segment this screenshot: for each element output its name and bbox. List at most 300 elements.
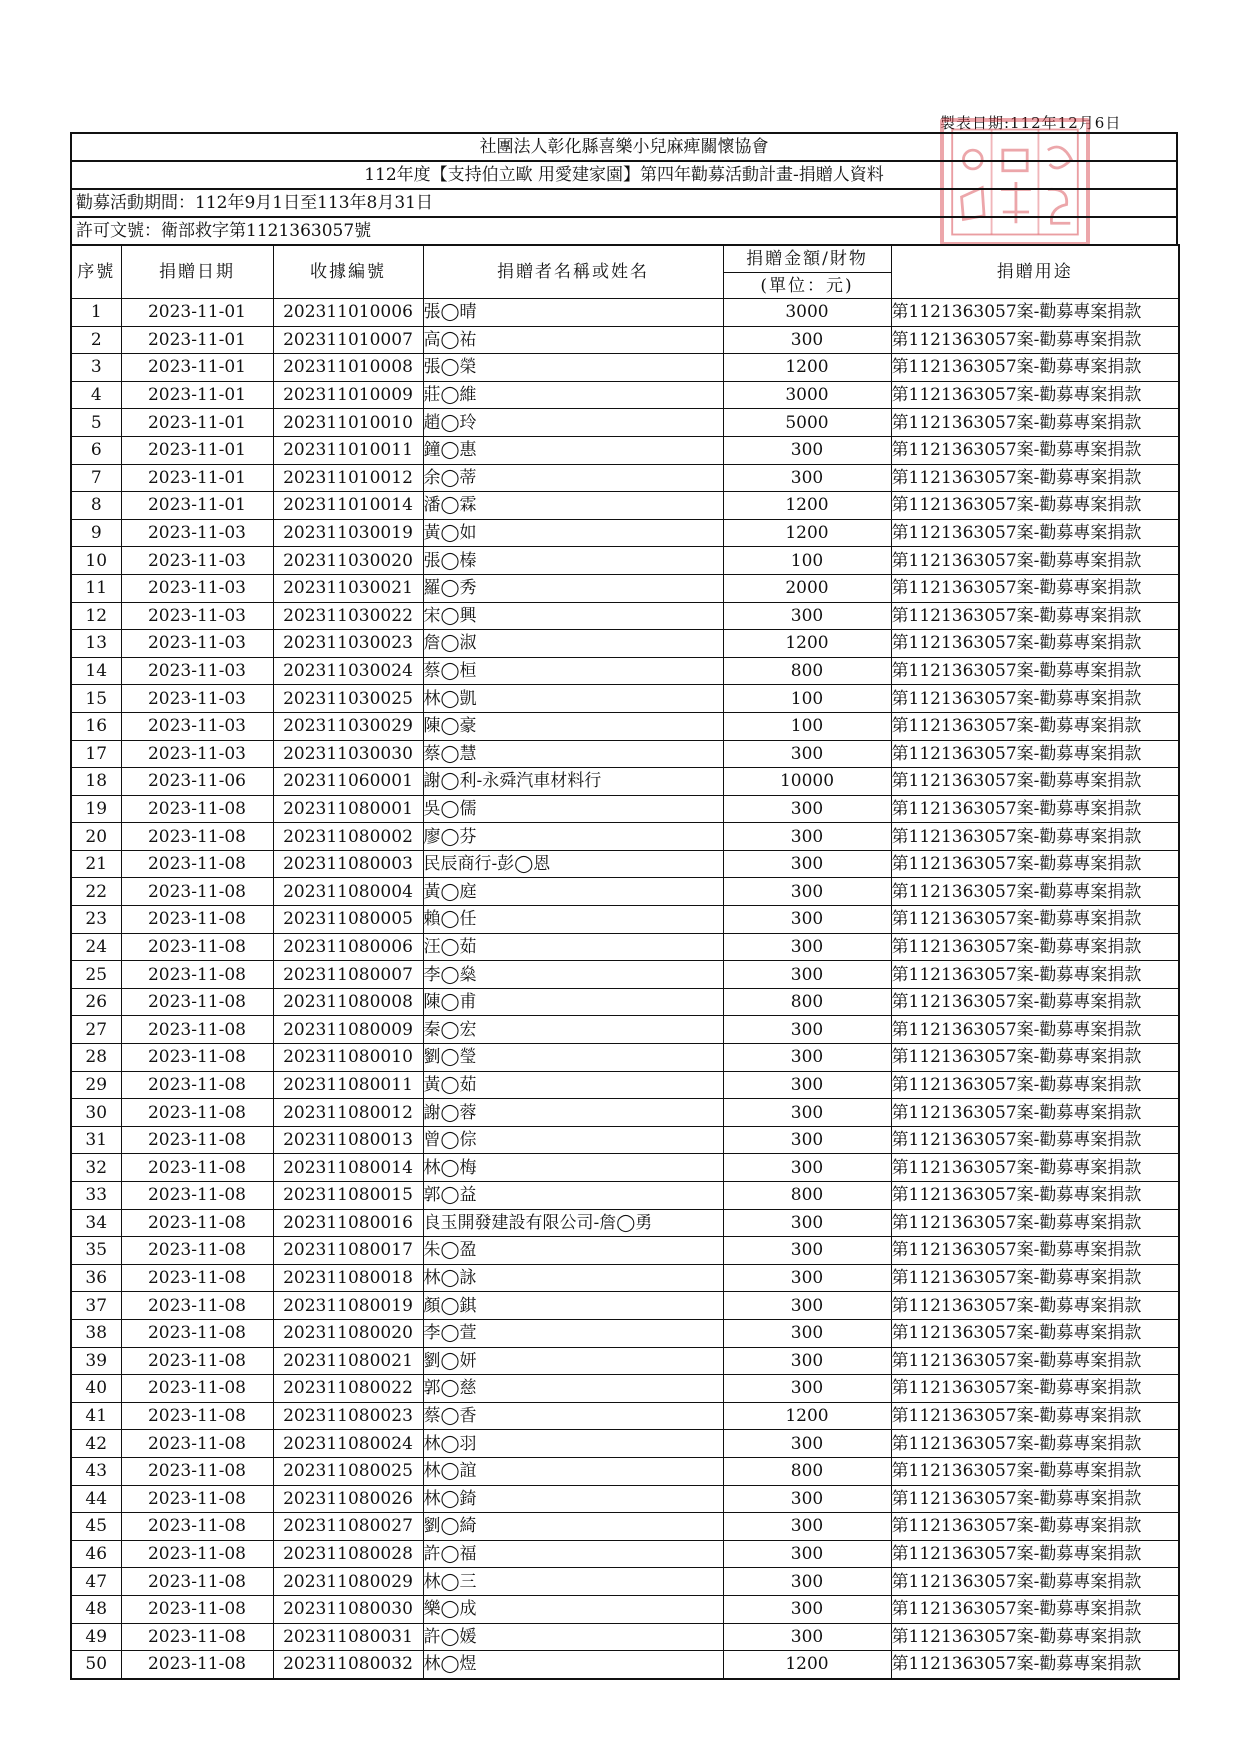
cell-date: 2023-11-03 bbox=[121, 630, 273, 658]
cell-amount: 300 bbox=[723, 1071, 891, 1099]
cell-donor: 民辰商行-彭◯恩 bbox=[423, 850, 723, 878]
cell-receipt: 202311080020 bbox=[273, 1319, 423, 1347]
cell-donor: 黃◯如 bbox=[423, 519, 723, 547]
cell-date: 2023-11-08 bbox=[121, 1375, 273, 1403]
cell-no: 31 bbox=[71, 1126, 121, 1154]
cell-purpose: 第1121363057案-勸募專案捐款 bbox=[891, 1595, 1179, 1623]
cell-date: 2023-11-08 bbox=[121, 1595, 273, 1623]
cell-purpose: 第1121363057案-勸募專案捐款 bbox=[891, 1071, 1179, 1099]
cell-donor: 張◯晴 bbox=[423, 299, 723, 327]
cell-amount: 300 bbox=[723, 850, 891, 878]
cell-receipt: 202311080024 bbox=[273, 1430, 423, 1458]
cell-amount: 1200 bbox=[723, 519, 891, 547]
cell-date: 2023-11-06 bbox=[121, 768, 273, 796]
cell-donor: 許◯福 bbox=[423, 1540, 723, 1568]
table-row bbox=[71, 850, 1179, 878]
cell-purpose: 第1121363057案-勸募專案捐款 bbox=[891, 326, 1179, 354]
cell-donor: 林◯錡 bbox=[423, 1485, 723, 1513]
table-row bbox=[71, 1237, 1179, 1265]
cell-receipt: 202311080026 bbox=[273, 1485, 423, 1513]
cell-date: 2023-11-08 bbox=[121, 1154, 273, 1182]
cell-receipt: 202311080022 bbox=[273, 1375, 423, 1403]
cell-no: 14 bbox=[71, 657, 121, 685]
cell-no: 23 bbox=[71, 906, 121, 934]
cell-receipt: 202311030022 bbox=[273, 602, 423, 630]
table-row bbox=[71, 933, 1179, 961]
table-row bbox=[71, 326, 1179, 354]
cell-receipt: 202311080006 bbox=[273, 933, 423, 961]
cell-donor: 蔡◯香 bbox=[423, 1402, 723, 1430]
cell-purpose: 第1121363057案-勸募專案捐款 bbox=[891, 685, 1179, 713]
cell-donor: 潘◯霖 bbox=[423, 492, 723, 520]
cell-donor: 朱◯盈 bbox=[423, 1237, 723, 1265]
cell-amount: 1200 bbox=[723, 1651, 891, 1679]
col-header-amount-line2: (單位：元) bbox=[760, 276, 854, 296]
cell-receipt: 202311030030 bbox=[273, 740, 423, 768]
cell-donor: 陳◯豪 bbox=[423, 712, 723, 740]
cell-no: 30 bbox=[71, 1099, 121, 1127]
cell-purpose: 第1121363057案-勸募專案捐款 bbox=[891, 1044, 1179, 1072]
cell-no: 33 bbox=[71, 1182, 121, 1210]
table-row bbox=[71, 823, 1179, 851]
cell-date: 2023-11-01 bbox=[121, 492, 273, 520]
cell-no: 24 bbox=[71, 933, 121, 961]
table-row bbox=[71, 1375, 1179, 1403]
table-row bbox=[71, 630, 1179, 658]
cell-amount: 300 bbox=[723, 1154, 891, 1182]
cell-donor: 鐘◯惠 bbox=[423, 436, 723, 464]
cell-receipt: 202311080027 bbox=[273, 1513, 423, 1541]
cell-no: 9 bbox=[71, 519, 121, 547]
cell-no: 7 bbox=[71, 464, 121, 492]
cell-no: 32 bbox=[71, 1154, 121, 1182]
col-header-donor: 捐贈者名稱或姓名 bbox=[423, 245, 723, 299]
table-row bbox=[71, 1595, 1179, 1623]
cell-purpose: 第1121363057案-勸募專案捐款 bbox=[891, 933, 1179, 961]
cell-amount: 300 bbox=[723, 1513, 891, 1541]
donor-table bbox=[70, 244, 1180, 1680]
cell-receipt: 202311030029 bbox=[273, 712, 423, 740]
cell-date: 2023-11-08 bbox=[121, 1513, 273, 1541]
cell-receipt: 202311080008 bbox=[273, 988, 423, 1016]
cell-amount: 300 bbox=[723, 906, 891, 934]
cell-donor: 林◯三 bbox=[423, 1568, 723, 1596]
made-date: 製表日期:112年12月6日 bbox=[940, 114, 1122, 132]
cell-amount: 1200 bbox=[723, 492, 891, 520]
cell-date: 2023-11-01 bbox=[121, 381, 273, 409]
cell-amount: 100 bbox=[723, 685, 891, 713]
cell-amount: 3000 bbox=[723, 299, 891, 327]
cell-no: 10 bbox=[71, 547, 121, 575]
cell-amount: 300 bbox=[723, 1319, 891, 1347]
cell-date: 2023-11-08 bbox=[121, 1623, 273, 1651]
table-row bbox=[71, 1209, 1179, 1237]
cell-date: 2023-11-08 bbox=[121, 1126, 273, 1154]
cell-purpose: 第1121363057案-勸募專案捐款 bbox=[891, 602, 1179, 630]
cell-purpose: 第1121363057案-勸募專案捐款 bbox=[891, 1126, 1179, 1154]
cell-donor: 許◯媛 bbox=[423, 1623, 723, 1651]
cell-amount: 300 bbox=[723, 740, 891, 768]
cell-date: 2023-11-08 bbox=[121, 795, 273, 823]
cell-receipt: 202311080030 bbox=[273, 1595, 423, 1623]
col-header-receipt: 收據編號 bbox=[273, 245, 423, 299]
cell-date: 2023-11-01 bbox=[121, 354, 273, 382]
cell-donor: 郭◯慈 bbox=[423, 1375, 723, 1403]
cell-donor: 宋◯興 bbox=[423, 602, 723, 630]
cell-purpose: 第1121363057案-勸募專案捐款 bbox=[891, 1154, 1179, 1182]
cell-amount: 800 bbox=[723, 1457, 891, 1485]
cell-receipt: 202311030024 bbox=[273, 657, 423, 685]
cell-purpose: 第1121363057案-勸募專案捐款 bbox=[891, 740, 1179, 768]
cell-date: 2023-11-08 bbox=[121, 906, 273, 934]
table-row bbox=[71, 906, 1179, 934]
cell-receipt: 202311010010 bbox=[273, 409, 423, 437]
table-row bbox=[71, 685, 1179, 713]
cell-no: 50 bbox=[71, 1651, 121, 1679]
cell-date: 2023-11-03 bbox=[121, 519, 273, 547]
table-row bbox=[71, 961, 1179, 989]
cell-amount: 300 bbox=[723, 1099, 891, 1127]
cell-receipt: 202311080009 bbox=[273, 1016, 423, 1044]
cell-purpose: 第1121363057案-勸募專案捐款 bbox=[891, 878, 1179, 906]
cell-no: 36 bbox=[71, 1264, 121, 1292]
table-row bbox=[71, 1568, 1179, 1596]
table-row bbox=[71, 574, 1179, 602]
cell-date: 2023-11-03 bbox=[121, 712, 273, 740]
cell-date: 2023-11-08 bbox=[121, 1264, 273, 1292]
cell-amount: 300 bbox=[723, 1347, 891, 1375]
table-row bbox=[71, 1457, 1179, 1485]
cell-no: 28 bbox=[71, 1044, 121, 1072]
cell-date: 2023-11-03 bbox=[121, 547, 273, 575]
cell-purpose: 第1121363057案-勸募專案捐款 bbox=[891, 1182, 1179, 1210]
cell-date: 2023-11-08 bbox=[121, 1402, 273, 1430]
cell-purpose: 第1121363057案-勸募專案捐款 bbox=[891, 1568, 1179, 1596]
cell-date: 2023-11-01 bbox=[121, 436, 273, 464]
table-row bbox=[71, 464, 1179, 492]
table-row bbox=[71, 1044, 1179, 1072]
cell-purpose: 第1121363057案-勸募專案捐款 bbox=[891, 409, 1179, 437]
cell-no: 47 bbox=[71, 1568, 121, 1596]
cell-receipt: 202311080001 bbox=[273, 795, 423, 823]
cell-amount: 300 bbox=[723, 1485, 891, 1513]
cell-date: 2023-11-08 bbox=[121, 1540, 273, 1568]
cell-no: 17 bbox=[71, 740, 121, 768]
cell-receipt: 202311080004 bbox=[273, 878, 423, 906]
cell-purpose: 第1121363057案-勸募專案捐款 bbox=[891, 795, 1179, 823]
permit-number: 許可文號：衛部救字第1121363057號 bbox=[70, 216, 1178, 244]
cell-receipt: 202311080015 bbox=[273, 1182, 423, 1210]
cell-amount: 800 bbox=[723, 1182, 891, 1210]
cell-date: 2023-11-08 bbox=[121, 1292, 273, 1320]
cell-donor: 林◯梅 bbox=[423, 1154, 723, 1182]
cell-amount: 300 bbox=[723, 1264, 891, 1292]
cell-amount: 800 bbox=[723, 657, 891, 685]
cell-date: 2023-11-01 bbox=[121, 299, 273, 327]
col-header-amount bbox=[723, 245, 891, 299]
cell-donor: 張◯榛 bbox=[423, 547, 723, 575]
cell-receipt: 202311080016 bbox=[273, 1209, 423, 1237]
table-row bbox=[71, 1182, 1179, 1210]
cell-purpose: 第1121363057案-勸募專案捐款 bbox=[891, 906, 1179, 934]
col-header-date: 捐贈日期 bbox=[121, 245, 273, 299]
cell-purpose: 第1121363057案-勸募專案捐款 bbox=[891, 1099, 1179, 1127]
cell-receipt: 202311030021 bbox=[273, 574, 423, 602]
table-row bbox=[71, 795, 1179, 823]
cell-date: 2023-11-08 bbox=[121, 1071, 273, 1099]
cell-amount: 1200 bbox=[723, 1402, 891, 1430]
cell-amount: 300 bbox=[723, 1595, 891, 1623]
cell-no: 16 bbox=[71, 712, 121, 740]
cell-date: 2023-11-01 bbox=[121, 464, 273, 492]
cell-purpose: 第1121363057案-勸募專案捐款 bbox=[891, 1457, 1179, 1485]
table-row bbox=[71, 1071, 1179, 1099]
cell-purpose: 第1121363057案-勸募專案捐款 bbox=[891, 1016, 1179, 1044]
cell-donor: 趙◯玲 bbox=[423, 409, 723, 437]
cell-donor: 吳◯儒 bbox=[423, 795, 723, 823]
fundraising-period: 勸募活動期間：112年9月1日至113年8月31日 bbox=[70, 188, 1178, 216]
cell-date: 2023-11-08 bbox=[121, 933, 273, 961]
cell-donor: 良玉開發建設有限公司-詹◯勇 bbox=[423, 1209, 723, 1237]
table-row bbox=[71, 657, 1179, 685]
cell-receipt: 202311010014 bbox=[273, 492, 423, 520]
cell-purpose: 第1121363057案-勸募專案捐款 bbox=[891, 768, 1179, 796]
cell-no: 18 bbox=[71, 768, 121, 796]
table-row bbox=[71, 547, 1179, 575]
cell-amount: 300 bbox=[723, 1375, 891, 1403]
table-row bbox=[71, 602, 1179, 630]
cell-date: 2023-11-01 bbox=[121, 326, 273, 354]
cell-date: 2023-11-08 bbox=[121, 1182, 273, 1210]
table-row bbox=[71, 519, 1179, 547]
cell-donor: 蔡◯慧 bbox=[423, 740, 723, 768]
cell-no: 21 bbox=[71, 850, 121, 878]
table-row bbox=[71, 1099, 1179, 1127]
cell-date: 2023-11-08 bbox=[121, 878, 273, 906]
cell-no: 12 bbox=[71, 602, 121, 630]
table-row bbox=[71, 878, 1179, 906]
cell-amount: 300 bbox=[723, 1237, 891, 1265]
cell-date: 2023-11-03 bbox=[121, 685, 273, 713]
cell-date: 2023-11-08 bbox=[121, 1430, 273, 1458]
cell-receipt: 202311080031 bbox=[273, 1623, 423, 1651]
cell-date: 2023-11-08 bbox=[121, 961, 273, 989]
table-row bbox=[71, 1154, 1179, 1182]
col-header-amount-line1: 捐贈金額/財物 bbox=[724, 246, 891, 273]
cell-receipt: 202311010008 bbox=[273, 354, 423, 382]
cell-date: 2023-11-08 bbox=[121, 1099, 273, 1127]
cell-date: 2023-11-08 bbox=[121, 1044, 273, 1072]
cell-amount: 300 bbox=[723, 1540, 891, 1568]
cell-donor: 林◯誼 bbox=[423, 1457, 723, 1485]
cell-donor: 劉◯瑩 bbox=[423, 1044, 723, 1072]
cell-amount: 1200 bbox=[723, 354, 891, 382]
cell-donor: 羅◯秀 bbox=[423, 574, 723, 602]
table-row bbox=[71, 1513, 1179, 1541]
cell-donor: 廖◯芬 bbox=[423, 823, 723, 851]
cell-donor: 蔡◯桓 bbox=[423, 657, 723, 685]
cell-no: 48 bbox=[71, 1595, 121, 1623]
cell-no: 8 bbox=[71, 492, 121, 520]
cell-donor: 郭◯益 bbox=[423, 1182, 723, 1210]
cell-no: 27 bbox=[71, 1016, 121, 1044]
table-row bbox=[71, 1430, 1179, 1458]
cell-date: 2023-11-08 bbox=[121, 1209, 273, 1237]
cell-receipt: 202311080007 bbox=[273, 961, 423, 989]
cell-donor: 劉◯綺 bbox=[423, 1513, 723, 1541]
donor-report bbox=[70, 132, 1178, 1680]
table-row bbox=[71, 1319, 1179, 1347]
cell-amount: 300 bbox=[723, 326, 891, 354]
cell-no: 44 bbox=[71, 1485, 121, 1513]
cell-receipt: 202311030019 bbox=[273, 519, 423, 547]
cell-purpose: 第1121363057案-勸募專案捐款 bbox=[891, 1264, 1179, 1292]
cell-amount: 300 bbox=[723, 1044, 891, 1072]
cell-donor: 劉◯妍 bbox=[423, 1347, 723, 1375]
cell-no: 2 bbox=[71, 326, 121, 354]
cell-purpose: 第1121363057案-勸募專案捐款 bbox=[891, 823, 1179, 851]
cell-amount: 300 bbox=[723, 436, 891, 464]
cell-purpose: 第1121363057案-勸募專案捐款 bbox=[891, 1430, 1179, 1458]
cell-no: 49 bbox=[71, 1623, 121, 1651]
cell-purpose: 第1121363057案-勸募專案捐款 bbox=[891, 1513, 1179, 1541]
table-row bbox=[71, 768, 1179, 796]
cell-date: 2023-11-08 bbox=[121, 988, 273, 1016]
table-row bbox=[71, 1016, 1179, 1044]
cell-no: 34 bbox=[71, 1209, 121, 1237]
cell-date: 2023-11-01 bbox=[121, 409, 273, 437]
table-row bbox=[71, 1623, 1179, 1651]
cell-receipt: 202311010007 bbox=[273, 326, 423, 354]
cell-receipt: 202311080003 bbox=[273, 850, 423, 878]
cell-date: 2023-11-03 bbox=[121, 740, 273, 768]
cell-purpose: 第1121363057案-勸募專案捐款 bbox=[891, 1237, 1179, 1265]
cell-no: 11 bbox=[71, 574, 121, 602]
cell-receipt: 202311080012 bbox=[273, 1099, 423, 1127]
cell-receipt: 202311080011 bbox=[273, 1071, 423, 1099]
cell-amount: 300 bbox=[723, 1623, 891, 1651]
cell-amount: 800 bbox=[723, 988, 891, 1016]
table-row bbox=[71, 1347, 1179, 1375]
cell-donor: 余◯蒂 bbox=[423, 464, 723, 492]
cell-donor: 謝◯蓉 bbox=[423, 1099, 723, 1127]
cell-date: 2023-11-08 bbox=[121, 823, 273, 851]
cell-date: 2023-11-08 bbox=[121, 850, 273, 878]
cell-no: 20 bbox=[71, 823, 121, 851]
cell-receipt: 202311060001 bbox=[273, 768, 423, 796]
cell-donor: 秦◯宏 bbox=[423, 1016, 723, 1044]
cell-purpose: 第1121363057案-勸募專案捐款 bbox=[891, 1402, 1179, 1430]
cell-purpose: 第1121363057案-勸募專案捐款 bbox=[891, 961, 1179, 989]
table-row bbox=[71, 1264, 1179, 1292]
cell-receipt: 202311080010 bbox=[273, 1044, 423, 1072]
cell-no: 5 bbox=[71, 409, 121, 437]
cell-donor: 汪◯茹 bbox=[423, 933, 723, 961]
table-row bbox=[71, 1402, 1179, 1430]
cell-purpose: 第1121363057案-勸募專案捐款 bbox=[891, 299, 1179, 327]
cell-purpose: 第1121363057案-勸募專案捐款 bbox=[891, 547, 1179, 575]
cell-no: 42 bbox=[71, 1430, 121, 1458]
cell-date: 2023-11-03 bbox=[121, 574, 273, 602]
cell-amount: 300 bbox=[723, 1430, 891, 1458]
cell-no: 45 bbox=[71, 1513, 121, 1541]
table-row bbox=[71, 409, 1179, 437]
cell-receipt: 202311080018 bbox=[273, 1264, 423, 1292]
cell-purpose: 第1121363057案-勸募專案捐款 bbox=[891, 657, 1179, 685]
col-header-no: 序號 bbox=[71, 245, 121, 299]
cell-no: 1 bbox=[71, 299, 121, 327]
cell-no: 4 bbox=[71, 381, 121, 409]
cell-no: 39 bbox=[71, 1347, 121, 1375]
table-row bbox=[71, 354, 1179, 382]
cell-date: 2023-11-03 bbox=[121, 602, 273, 630]
cell-no: 19 bbox=[71, 795, 121, 823]
cell-no: 25 bbox=[71, 961, 121, 989]
cell-receipt: 202311080013 bbox=[273, 1126, 423, 1154]
table-header-row bbox=[71, 245, 1179, 299]
cell-donor: 莊◯維 bbox=[423, 381, 723, 409]
cell-purpose: 第1121363057案-勸募專案捐款 bbox=[891, 436, 1179, 464]
col-header-purpose: 捐贈用途 bbox=[891, 245, 1179, 299]
cell-no: 6 bbox=[71, 436, 121, 464]
cell-amount: 100 bbox=[723, 547, 891, 575]
cell-no: 40 bbox=[71, 1375, 121, 1403]
table-row bbox=[71, 299, 1179, 327]
cell-purpose: 第1121363057案-勸募專案捐款 bbox=[891, 464, 1179, 492]
cell-receipt: 202311080025 bbox=[273, 1457, 423, 1485]
cell-donor: 顏◯錤 bbox=[423, 1292, 723, 1320]
cell-receipt: 202311010012 bbox=[273, 464, 423, 492]
cell-donor: 賴◯任 bbox=[423, 906, 723, 934]
cell-donor: 林◯煜 bbox=[423, 1651, 723, 1679]
cell-receipt: 202311080002 bbox=[273, 823, 423, 851]
cell-no: 13 bbox=[71, 630, 121, 658]
cell-purpose: 第1121363057案-勸募專案捐款 bbox=[891, 988, 1179, 1016]
cell-receipt: 202311080017 bbox=[273, 1237, 423, 1265]
cell-purpose: 第1121363057案-勸募專案捐款 bbox=[891, 1651, 1179, 1679]
cell-amount: 300 bbox=[723, 1126, 891, 1154]
cell-no: 43 bbox=[71, 1457, 121, 1485]
cell-donor: 詹◯淑 bbox=[423, 630, 723, 658]
cell-amount: 300 bbox=[723, 878, 891, 906]
cell-amount: 300 bbox=[723, 1209, 891, 1237]
cell-no: 41 bbox=[71, 1402, 121, 1430]
cell-receipt: 202311080019 bbox=[273, 1292, 423, 1320]
cell-amount: 5000 bbox=[723, 409, 891, 437]
cell-purpose: 第1121363057案-勸募專案捐款 bbox=[891, 1623, 1179, 1651]
cell-receipt: 202311080023 bbox=[273, 1402, 423, 1430]
table-row bbox=[71, 740, 1179, 768]
cell-date: 2023-11-08 bbox=[121, 1016, 273, 1044]
cell-purpose: 第1121363057案-勸募專案捐款 bbox=[891, 354, 1179, 382]
cell-purpose: 第1121363057案-勸募專案捐款 bbox=[891, 1319, 1179, 1347]
cell-amount: 300 bbox=[723, 961, 891, 989]
cell-donor: 黃◯茹 bbox=[423, 1071, 723, 1099]
cell-purpose: 第1121363057案-勸募專案捐款 bbox=[891, 574, 1179, 602]
table-row bbox=[71, 1540, 1179, 1568]
cell-date: 2023-11-08 bbox=[121, 1237, 273, 1265]
cell-amount: 300 bbox=[723, 1568, 891, 1596]
plan-title: 112年度【支持伯立歐 用愛建家園】第四年勸募活動計畫-捐贈人資料 bbox=[70, 160, 1178, 188]
cell-donor: 張◯榮 bbox=[423, 354, 723, 382]
cell-purpose: 第1121363057案-勸募專案捐款 bbox=[891, 850, 1179, 878]
cell-date: 2023-11-08 bbox=[121, 1485, 273, 1513]
cell-donor: 李◯萱 bbox=[423, 1319, 723, 1347]
cell-receipt: 202311080005 bbox=[273, 906, 423, 934]
cell-date: 2023-11-08 bbox=[121, 1319, 273, 1347]
cell-donor: 高◯祐 bbox=[423, 326, 723, 354]
cell-no: 38 bbox=[71, 1319, 121, 1347]
